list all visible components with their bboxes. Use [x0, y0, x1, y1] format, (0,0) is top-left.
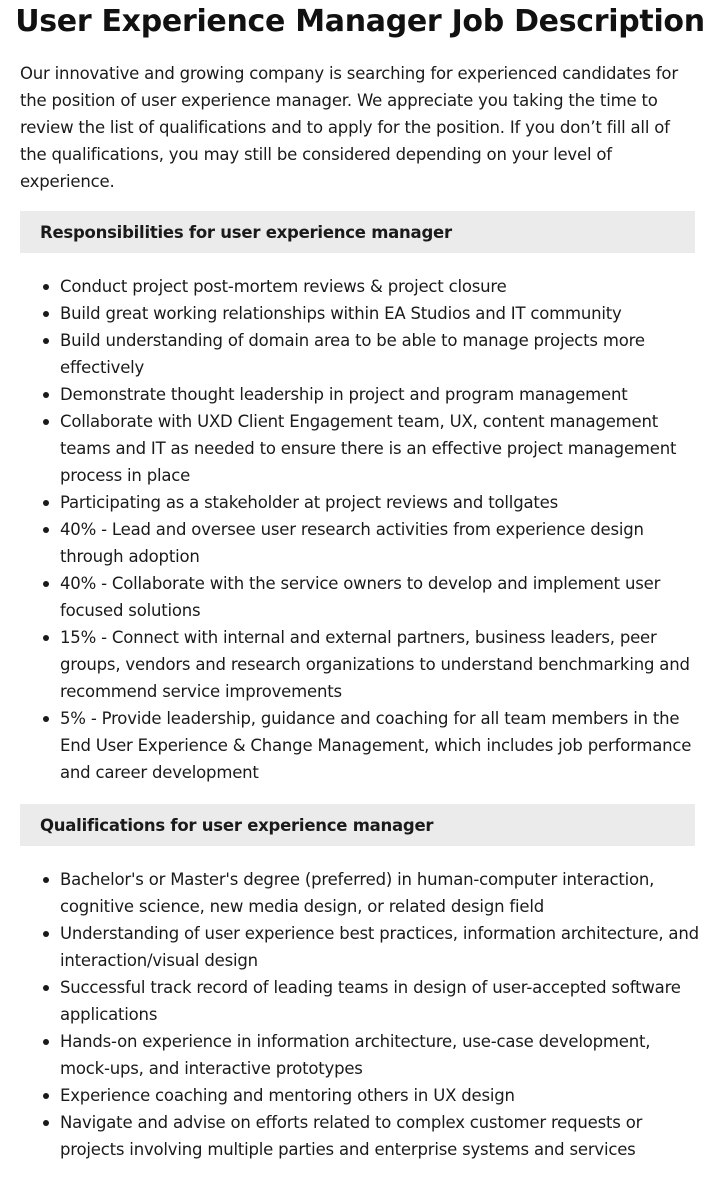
list-item: Experience coaching and mentoring others in UX design	[20, 1082, 700, 1109]
list-item: Build understanding of domain area to be able to manage projects more effectively	[20, 327, 700, 381]
list-item: 40% - Collaborate with the service owners to develop and implement user focused solutions	[20, 570, 700, 624]
list-item: Successful track record of leading teams in design of user-accepted software applications	[20, 974, 700, 1028]
page-title: User Experience Manager Job Description	[15, 4, 705, 39]
list-item: Conduct project post-mortem reviews & project closure	[20, 273, 700, 300]
responsibilities-heading: Responsibilities for user experience manager	[20, 211, 695, 253]
list-item: Build great working relationships within EA Studios and IT community	[20, 300, 700, 327]
list-item: Bachelor's or Master's degree (preferred) in human-computer interaction, cognitive science, new media design, or related design field	[20, 866, 700, 920]
list-item: Hands-on experience in information architecture, use-case development, mock-ups, and interactive prototypes	[20, 1028, 700, 1082]
list-item: Collaborate with UXD Client Engagement team, UX, content management teams and IT as needed to ensure there is an effective project management process in place	[20, 408, 700, 489]
list-item: Navigate and advise on efforts related to complex customer requests or projects involving multiple parties and enterprise systems and services	[20, 1109, 700, 1163]
qualifications-list	[20, 866, 700, 1163]
intro-paragraph: Our innovative and growing company is searching for experienced candidates for the position of user experience manager. We appreciate you taking the time to review the list of qualifications and to apply for the position. If you don’t fill all of the qualifications, you may still be considered depending on your level of experience.	[20, 64, 678, 191]
list-item: 5% - Provide leadership, guidance and coaching for all team members in the End User Experience & Change Management, which includes job performance and career development	[20, 705, 700, 786]
list-item: Participating as a stakeholder at project reviews and tollgates	[20, 489, 700, 516]
list-item: 40% - Lead and oversee user research activities from experience design through adoption	[20, 516, 700, 570]
list-item: Understanding of user experience best practices, information architecture, and interaction/visual design	[20, 920, 700, 974]
list-item: Demonstrate thought leadership in project and program management	[20, 381, 700, 408]
qualifications-heading: Qualifications for user experience manager	[20, 804, 695, 846]
list-item: 15% - Connect with internal and external partners, business leaders, peer groups, vendors and research organizations to understand benchmarking and recommend service improvements	[20, 624, 700, 705]
responsibilities-list	[20, 273, 700, 786]
